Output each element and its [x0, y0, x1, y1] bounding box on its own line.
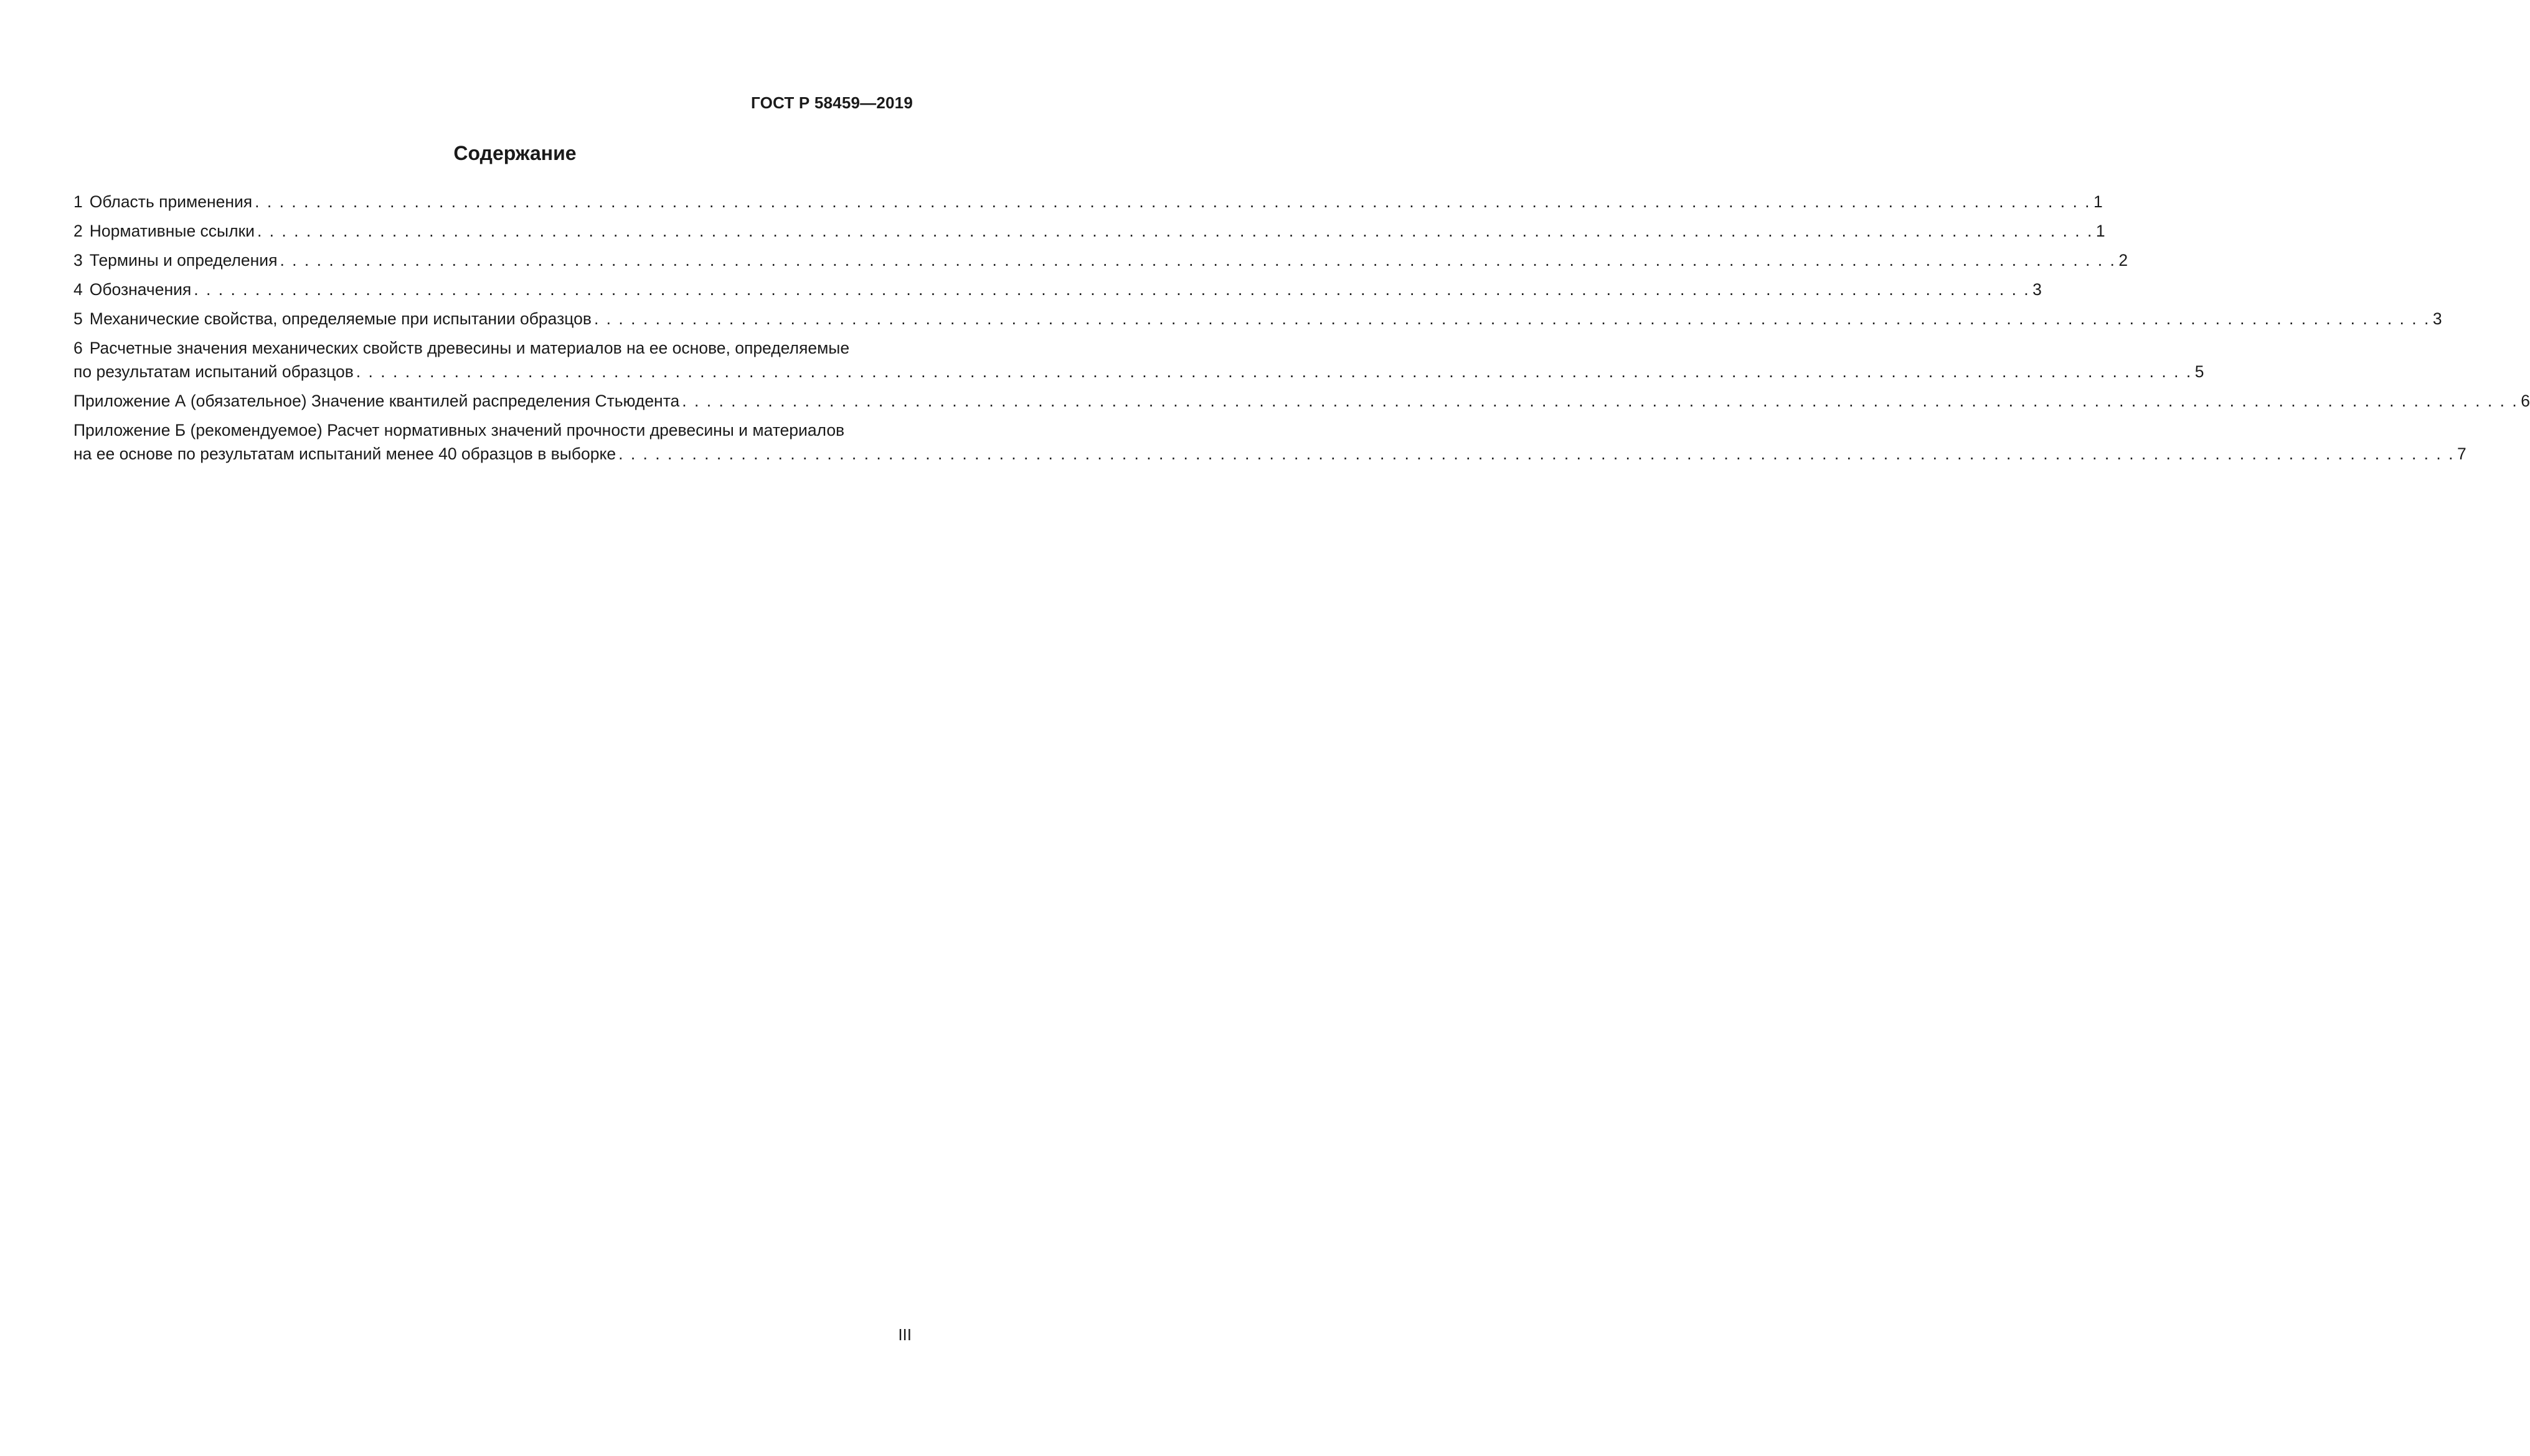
toc-entry-text: по результатам испытаний образцов [73, 362, 354, 381]
toc-entry-label [73, 248, 277, 272]
toc-entry-line [73, 360, 2204, 383]
toc-leader-dots: . . . . . . . . . . . . . . . . . . . . . . . . . . . . . . . . . . . . . . . . . . . . . . . . . . . . . . . . . . . . . . . . . . . . . . . . . . . . . . . . . . . . . . . . . . . . . . . . . . . . . . . . . . . . . . . . . . . . . . . . . . . . . . . . . . . . . . . . . . . . . . . . . . . . . . [593, 309, 2430, 328]
toc-entry-line [73, 336, 905, 360]
toc-entry-page: 3 [2032, 280, 2042, 299]
toc-entry[interactable] [73, 219, 2105, 243]
toc-entry-line [73, 190, 2103, 214]
toc-entry-label [73, 190, 252, 214]
toc-entry-label [73, 442, 616, 466]
toc-entry[interactable] [73, 389, 2530, 413]
toc-entry-number: 5 [73, 309, 83, 328]
toc-leader-dots: . . . . . . . . . . . . . . . . . . . . . . . . . . . . . . . . . . . . . . . . . . . . . . . . . . . . . . . . . . . . . . . . . . . . . . . . . . . . . . . . . . . . . . . . . . . . . . . . . . . . . . . . . . . . . . . . . . . . . . . . . . . . . . . . . . . . . . . . . . . . . . . . . . . . . . [682, 392, 2519, 410]
toc-entry[interactable] [73, 418, 2466, 466]
toc-entry-page: 5 [2194, 362, 2204, 381]
toc-leader-dots: . . . . . . . . . . . . . . . . . . . . . . . . . . . . . . . . . . . . . . . . . . . . . . . . . . . . . . . . . . . . . . . . . . . . . . . . . . . . . . . . . . . . . . . . . . . . . . . . . . . . . . . . . . . . . . . . . . . . . . . . . . . . . . . . . . . . . . . . . . . . . . . . . . . . . . [618, 444, 2455, 463]
toc-entry-page: 1 [2093, 192, 2103, 211]
toc-entry-number: 1 [73, 192, 83, 211]
toc-entry-text: Обозначения [89, 280, 192, 299]
toc-entry-text: Приложение А (обязательное) Значение квантилей распределения Стьюдента [73, 392, 680, 410]
toc-leader-dots: . . . . . . . . . . . . . . . . . . . . . . . . . . . . . . . . . . . . . . . . . . . . . . . . . . . . . . . . . . . . . . . . . . . . . . . . . . . . . . . . . . . . . . . . . . . . . . . . . . . . . . . . . . . . . . . . . . . . . . . . . . . . . . . . . . . . . . . . . . . . . . . . . . . . . . [356, 362, 2193, 381]
toc-entry-text: на ее основе по результатам испытаний менее 40 образцов в выборке [73, 444, 616, 463]
toc-entry-label [73, 307, 592, 331]
document-code: ГОСТ Р 58459—2019 [751, 93, 913, 112]
toc-entry-number: 6 [73, 339, 83, 357]
toc-entry-text: Расчетные значения механических свойств древесины и материалов на ее основе, определяемые [89, 339, 850, 357]
toc-entry[interactable] [73, 336, 2204, 383]
toc-entry-label [73, 278, 191, 301]
toc-entry-page: 1 [2095, 222, 2105, 240]
toc-entry-label [73, 219, 255, 243]
toc-entry[interactable] [73, 307, 2442, 331]
toc-entry-text: Приложение Б (рекомендуемое) Расчет нормативных значений прочности древесины и материалов [73, 421, 845, 439]
toc-entry-number: 3 [73, 251, 83, 270]
table-of-contents [73, 190, 2530, 471]
toc-leader-dots: . . . . . . . . . . . . . . . . . . . . . . . . . . . . . . . . . . . . . . . . . . . . . . . . . . . . . . . . . . . . . . . . . . . . . . . . . . . . . . . . . . . . . . . . . . . . . . . . . . . . . . . . . . . . . . . . . . . . . . . . . . . . . . . . . . . . . . . . . . . . . . . . . . . . . . [255, 192, 2092, 211]
toc-entry-line [73, 248, 2128, 272]
toc-leader-dots: . . . . . . . . . . . . . . . . . . . . . . . . . . . . . . . . . . . . . . . . . . . . . . . . . . . . . . . . . . . . . . . . . . . . . . . . . . . . . . . . . . . . . . . . . . . . . . . . . . . . . . . . . . . . . . . . . . . . . . . . . . . . . . . . . . . . . . . . . . . . . . . . . . . . . . [257, 222, 2093, 240]
toc-entry[interactable] [73, 278, 2042, 301]
toc-entry-text: Нормативные ссылки [89, 222, 255, 240]
toc-entry-text: Механические свойства, определяемые при испытании образцов [89, 309, 592, 328]
toc-entry-line [73, 418, 905, 442]
toc-entry-page: 6 [2521, 392, 2530, 410]
toc-entry-page: 2 [2118, 251, 2128, 270]
toc-entry-line [73, 307, 2442, 331]
toc-leader-dots: . . . . . . . . . . . . . . . . . . . . . . . . . . . . . . . . . . . . . . . . . . . . . . . . . . . . . . . . . . . . . . . . . . . . . . . . . . . . . . . . . . . . . . . . . . . . . . . . . . . . . . . . . . . . . . . . . . . . . . . . . . . . . . . . . . . . . . . . . . . . . . . . . . . . . . [280, 251, 2117, 270]
toc-entry[interactable] [73, 248, 2128, 272]
toc-entry-label [73, 389, 679, 413]
toc-entry-page: 7 [2457, 444, 2466, 463]
toc-entry-line [73, 278, 2042, 301]
toc-entry-page: 3 [2432, 309, 2442, 328]
toc-leader-dots: . . . . . . . . . . . . . . . . . . . . . . . . . . . . . . . . . . . . . . . . . . . . . . . . . . . . . . . . . . . . . . . . . . . . . . . . . . . . . . . . . . . . . . . . . . . . . . . . . . . . . . . . . . . . . . . . . . . . . . . . . . . . . . . . . . . . . . . . . . . . . . . . . . . . . . [194, 280, 2031, 299]
toc-title: Содержание [453, 142, 577, 164]
toc-entry-text: Термины и определения [89, 251, 278, 270]
toc-entry-line [73, 219, 2105, 243]
toc-entry[interactable] [73, 190, 2103, 214]
toc-entry-line [73, 389, 2530, 413]
toc-entry-label [73, 360, 354, 383]
toc-entry-line [73, 442, 2466, 466]
toc-entry-number: 2 [73, 222, 83, 240]
toc-entry-number: 4 [73, 280, 83, 299]
toc-entry-text: Область применения [89, 192, 253, 211]
page-number: III [898, 1325, 912, 1344]
